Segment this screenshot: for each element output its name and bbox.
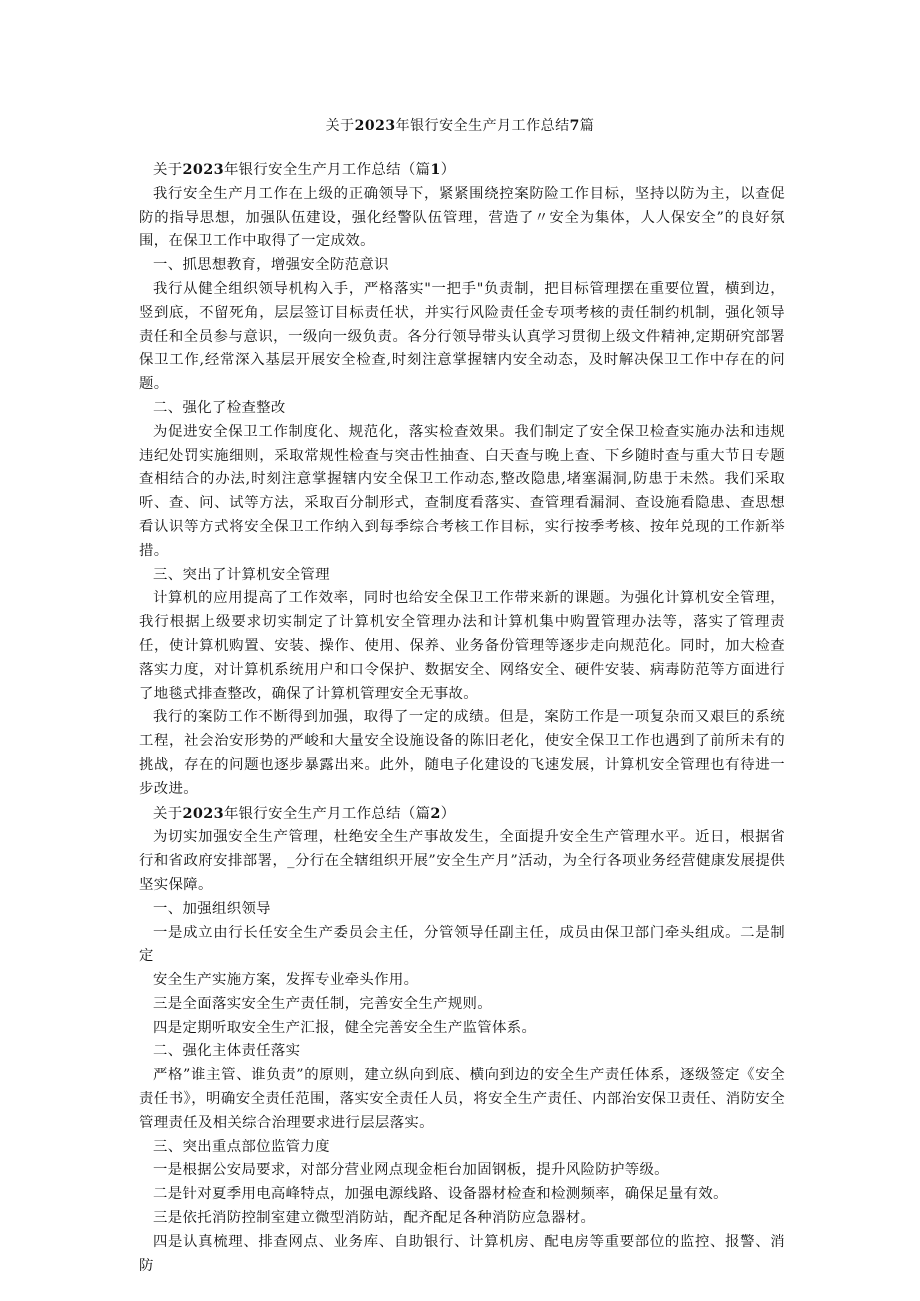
section-2-item-1a-line-2: 安全生产实施方案，发挥专业牵头作用。	[153, 972, 419, 989]
heading-mid: 年银行安全生产月工作总结（篇	[223, 805, 431, 822]
section-1-paragraph-1: 我行从健全组织领导机构入手，严格落实"一把手"负责制，把目标管理摆在重要位置，横到边，竖到底，不留死角，层层签订目标责任状，并实行风险责任金专项考核的责任制约机制，强化领导责任和全员参与意识，一级向一级负责。各分行领导带头认真学习贯彻上级文件精神,定期研究部署保卫工作,经常深入基层开展安全检查,时刻注意掌握辖内安全动态，及时解决保卫工作中存在的问题。	[139, 280, 785, 393]
section-2-item-1c: 四是定期听取安全生产汇报，健全完善安全生产监管体系。	[153, 1019, 537, 1036]
section-2-item-3d: 四是认真梳理、排查网点、业务库、自助银行、计算机房、配电房等重要部位的监控、报警、消防	[139, 1233, 785, 1274]
heading-mid: 年银行安全生产月工作总结（篇	[223, 162, 431, 178]
section-2-item-3a: 一是根据公安局要求，对部分营业网点现金柜台加固钢板，提升风险防护等级。	[153, 1162, 669, 1179]
section-1-paragraph-3: 计算机的应用提高了工作效率，同时也给安全保卫工作带来新的课题。为强化计算机安全管理，我行根据上级要求切实制定了计算机安全管理办法和计算机集中购置管理办法等，落实了管理责任，使计算机购置、安装、操作、使用、保养、业务备份管理等逐步走向规范化。同时，加大检查落实力度，对计算机系统用户和口令保护、数据安全、网络安全、硬件安装、病毒防范等方面进行了地毯式排查整改，确保了计算机管理安全无事故。	[139, 590, 785, 702]
heading-end: ）	[440, 805, 456, 822]
section-1-paragraph-4: 我行的案防工作不断得到加强，取得了一定的成绩。但是，案防工作是一项复杂而又艰巨的系统工程，社会治安形势的严峻和大量安全设施设备的陈旧老化，使安全保卫工作也遇到了前所未有的挑战，存在的问题也逐步暴露出来。此外，随电子化建设的飞速发展，计算机安全管理也有待进一步改进。	[139, 709, 785, 797]
section-1-paragraph-2: 为促进安全保卫工作制度化、规范化，落实检查效果。我们制定了安全保卫检查实施办法和违规违纪处罚实施细则，采取常规性检查与突击性抽查、白天查与晚上查、下乡随时查与重大节日专题查相结合的办法,时刻注意掌握辖内安全保卫工作动态,整改隐患,堵塞漏洞,防患于未然。我们采取听、查、问、试等方法，采取百分制形式，查制度看落实、查管理看漏洞、查设施看隐患、查思想看认识等方式将安全保卫工作纳入到每季综合考核工作目标，实行按季考核、按年兑现的工作新举措。	[139, 423, 785, 559]
section-2-subheading-2: 二、强化主体责任落实	[153, 1043, 301, 1060]
title-year: 2023	[354, 118, 396, 134]
section-1-heading	[139, 158, 785, 183]
section-1-subheading-3: 三、突出了计算机安全管理	[153, 566, 330, 583]
section-2-paragraph-2: 严格”谁主管、谁负责”的原则，建立纵向到底、横向到边的安全生产责任体系，逐级签定《安全责任书》，明确安全责任范围，落实安全责任人员，将安全生产责任、内部治安保卫责任、消防安全管理责任及相关综合治理要求进行层层落实。	[139, 1067, 785, 1131]
section-2-item-3c: 三是依托消防控制室建立微型消防站，配齐配足各种消防应急器材。	[153, 1210, 596, 1227]
section-2-subheading-1: 一、加强组织领导	[153, 900, 271, 917]
title-count: 7	[569, 118, 580, 134]
section-2-heading	[139, 802, 785, 827]
heading-year: 2023	[182, 804, 224, 822]
heading-num: 2	[430, 804, 441, 822]
heading-end: ）	[440, 162, 456, 178]
section-2-subheading-3: 三、突出重点部位监管力度	[153, 1138, 330, 1155]
heading-prefix: 关于	[153, 805, 183, 822]
section-2-item-1b: 三是全面落实安全生产责任制，完善安全生产规则。	[153, 995, 493, 1012]
heading-num: 1	[430, 161, 441, 178]
section-1-subheading-2: 二、强化了检查整改	[153, 399, 286, 416]
title-suffix: 篇	[579, 118, 595, 134]
section-1-intro: 我行安全生产月工作在上级的正确领导下，紧紧围绕控案防险工作目标，坚持以防为主，以查促防的指导思想，加强队伍建设，强化经警队伍管理，营造了〃安全为集体，人人保安全”的良好氛围，在保卫工作中取得了一定成效。	[139, 185, 785, 250]
title-prefix: 关于	[325, 118, 355, 134]
section-2-intro: 为切实加强安全生产管理，杜绝安全生产事故发生，全面提升安全生产管理水平。近日，根据省行和省政府安排部署，_分行在全辖组织开展”安全生产月”活动，为全行各项业务经营健康发展提供坚实保障。	[139, 829, 785, 893]
section-2-item-3b: 二是针对夏季用电高峰特点，加强电源线路、设备器材检查和检测频率，确保足量有效。	[153, 1186, 728, 1203]
document-body	[139, 158, 785, 1278]
heading-prefix: 关于	[153, 162, 183, 178]
heading-year: 2023	[182, 161, 224, 178]
document-title	[0, 116, 920, 136]
title-mid: 年银行安全生产月工作总结	[395, 118, 570, 134]
section-2-item-1a-line-1: 一是成立由行长任安全生产委员会主任，分管领导任副主任，成员由保卫部门牵头组成。二是制定	[139, 924, 785, 965]
section-1-subheading-1: 一、抓思想教育，增强安全防范意识	[153, 257, 389, 274]
